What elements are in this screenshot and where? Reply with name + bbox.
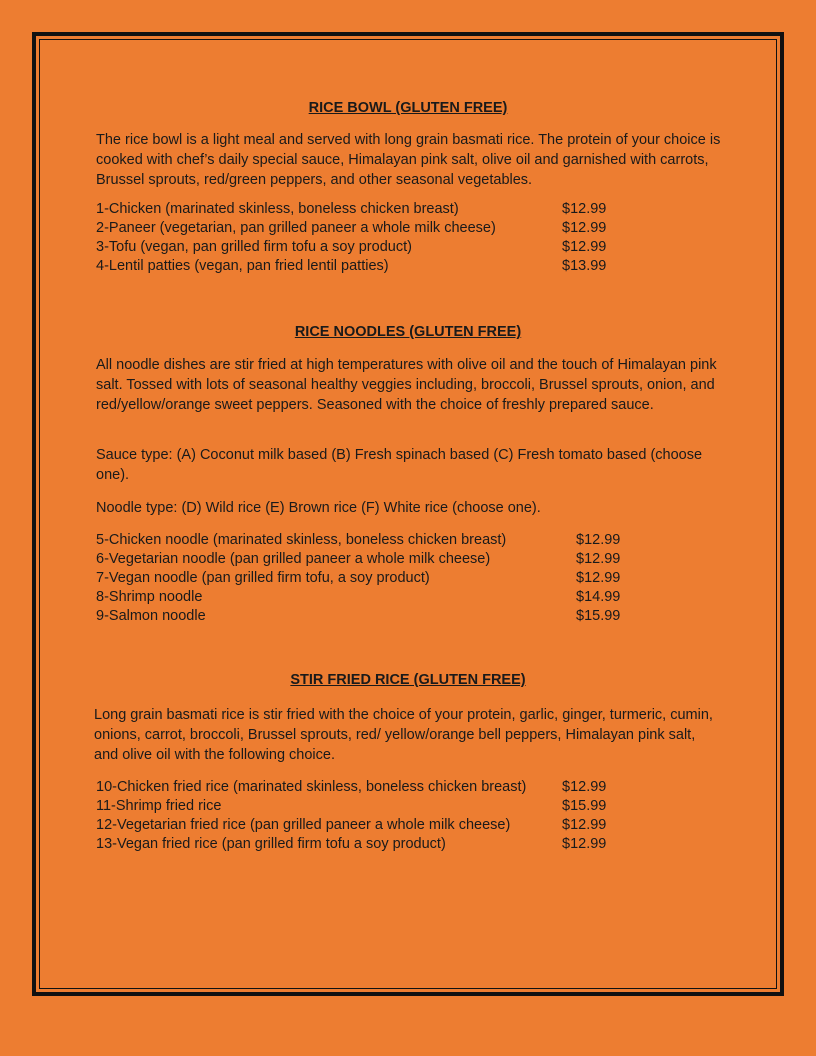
menu-item	[96, 200, 636, 219]
menu-item	[96, 569, 636, 588]
menu-item-name: 11-Shrimp fried rice	[96, 798, 222, 814]
menu-item-price: $12.99	[562, 779, 607, 795]
menu-item-name: 4-Lentil patties (vegan, pan fried lentil patties)	[96, 258, 389, 274]
menu-item-price: $12.99	[562, 201, 607, 217]
menu-item-name: 10-Chicken fried rice (marinated skinless, boneless chicken breast)	[96, 779, 527, 795]
menu-item	[96, 797, 636, 816]
section-title-rice-noodles: RICE NOODLES (GLUTEN FREE)	[294, 324, 522, 340]
sauce-type-note: Sauce type: (A) Coconut milk based (B) Fresh spinach based (C) Fresh tomato based (choose one).	[96, 447, 703, 483]
menu-list-stir-fried-rice	[96, 778, 636, 854]
menu-item-price: $12.99	[576, 532, 621, 548]
noodle-type-note: Noodle type: (D) Wild rice (E) Brown rice (F) White rice (choose one).	[96, 500, 541, 516]
menu-list-rice-bowl	[96, 200, 636, 276]
menu-item	[96, 238, 636, 257]
section-description-rice-bowl: The rice bowl is a light meal and served with long grain basmati rice. The protein of your choice is cooked with chef’s daily special sauce, Himalayan pink salt, olive oil and garnished with carrots, Brussel sprouts, red/green peppers, and other seasonal vegetables.	[96, 132, 721, 188]
menu-item-price: $13.99	[562, 258, 607, 274]
menu-list-rice-noodles	[96, 531, 636, 626]
menu-item-name: 12-Vegetarian fried rice (pan grilled paneer a whole milk cheese)	[96, 817, 511, 833]
menu-item-name: 3-Tofu (vegan, pan grilled firm tofu a soy product)	[96, 239, 412, 255]
menu-item-name: 5-Chicken noodle (marinated skinless, boneless chicken breast)	[96, 532, 507, 548]
menu-item	[96, 778, 636, 797]
menu-item-price: $12.99	[576, 551, 621, 567]
menu-item-price: $12.99	[562, 817, 607, 833]
menu-item-price: $12.99	[562, 836, 607, 852]
menu-item-price: $12.99	[562, 239, 607, 255]
menu-item-price: $12.99	[562, 220, 607, 236]
menu-item	[96, 257, 636, 276]
menu-item	[96, 550, 636, 569]
menu-item-name: 9-Salmon noodle	[96, 608, 206, 624]
menu-item-price: $14.99	[576, 589, 621, 605]
menu-item	[96, 219, 636, 238]
menu-item	[96, 588, 636, 607]
menu-item-name: 2-Paneer (vegetarian, pan grilled paneer a whole milk cheese)	[96, 220, 496, 236]
section-title-stir-fried-rice: STIR FRIED RICE (GLUTEN FREE)	[290, 672, 526, 688]
section-description-rice-noodles: All noodle dishes are stir fried at high temperatures with olive oil and the touch of Himalayan pink salt. Tossed with lots of seasonal healthy veggies including, broccoli, Brussel sprouts, onion, and red/yellow/orange sweet peppers. Seasoned with the choice of freshly prepared sauce.	[96, 357, 717, 413]
menu-item-price: $12.99	[576, 570, 621, 586]
menu-item-price: $15.99	[576, 608, 621, 624]
menu-item-name: 6-Vegetarian noodle (pan grilled paneer a whole milk cheese)	[96, 551, 491, 567]
menu-item-name: 13-Vegan fried rice (pan grilled firm tofu a soy product)	[96, 836, 446, 852]
section-title-rice-bowl: RICE BOWL (GLUTEN FREE)	[308, 100, 508, 116]
menu-item-name: 8-Shrimp noodle	[96, 589, 203, 605]
menu-item	[96, 835, 636, 854]
menu-item	[96, 607, 636, 626]
menu-item-name: 1-Chicken (marinated skinless, boneless chicken breast)	[96, 201, 459, 217]
menu-item	[96, 531, 636, 550]
menu-item-price: $15.99	[562, 798, 607, 814]
section-description-stir-fried-rice: Long grain basmati rice is stir fried with the choice of your protein, garlic, ginger, turmeric, cumin, onions, carrot, broccoli, Brussel sprouts, red/ yellow/orange bell peppers, Himalayan pink salt, and olive oil with the following choice.	[94, 707, 713, 763]
menu-item-name: 7-Vegan noodle (pan grilled firm tofu, a soy product)	[96, 570, 430, 586]
menu-item	[96, 816, 636, 835]
